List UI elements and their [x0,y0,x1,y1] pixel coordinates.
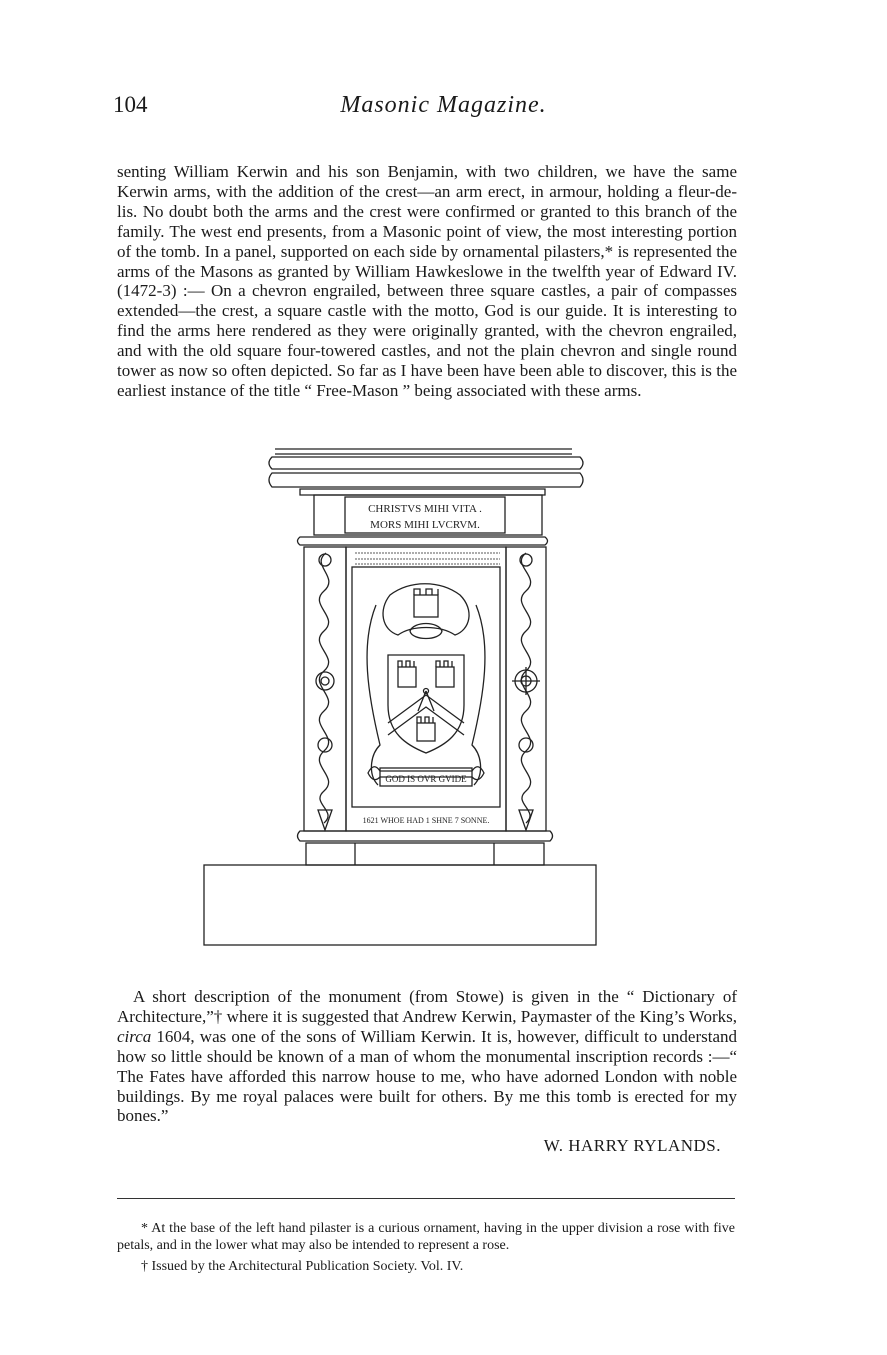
author-signature: W. HARRY RYLANDS. [543,1136,721,1155]
footnote-1: * At the base of the left hand pilaster is a curious ornament, having in the upper division a rose with five petals, and in the lower what may also be intended to represent a rose. [117,1221,735,1253]
monument-illustration [200,445,600,950]
page-number: 104 [113,92,148,117]
running-title: Masonic Magazine. [340,92,547,118]
body-paragraph-1: senting William Kerwin and his son Benjamin, with two children, we have the same Kerwin arms, with the addition of the crest—an arm erect, in armour, holding a fleur-de-lis. No doubt both the arms and the crest were confirmed or granted to this branch of the family. The west end presents, from a Masonic point of view, the most interesting portion of the tomb. In a panel, supported on each side by ornamental pilasters,* is represented the arms of the Masons as granted by William Hawkeslowe in the twelfth year of Edward IV. (1472-3) :— On a chevron engrailed, between three square castles, a pair of compasses extended—the crest, a square castle with the motto, God is our guide. It is interesting to find the arms here rendered as they were originally granted, with the chevron engrailed, and with the old square four-towered castles, and not the plain chevron and single round tower as now so often depicted. So far as I have been have been able to discover, this is the earliest instance of the title “ Free-Mason ” being associated with these arms. [117,162,737,400]
circa-word: circa [117,1026,152,1046]
para2-text-a: A short description of the monument (from Stowe) is given in the “ Dictionary of Architecture,”† where it is suggested that Andrew Kerwin, Paymaster of the King’s Works, [117,987,737,1026]
para2-text-b: 1604, was one of the sons of William Kerwin. It is, however, difficult to understand how so little should be known of a man of whom the monumental inscription records :—“ The Fates have afforded this narrow house to me, who have adorned London with noble buildings. By me royal palaces were built for others. By me this tomb is erected for my bones.” [117,1026,737,1126]
motto-text: GOD IS OVR GVIDE [385,774,467,784]
inscription-line-1: CHRISTVS MIHI VITA . [368,503,482,515]
footnote-2: † Issued by the Architectural Publication Society. Vol. IV. [141,1259,464,1274]
body-paragraph-2 [117,987,737,1126]
date-line: 1621 WHOE HAD 1 SHNE 7 SONNE. [362,816,490,825]
inscription-line-2: MORS MIHI LVCRVM. [370,519,480,531]
footnote-rule [117,1198,735,1199]
